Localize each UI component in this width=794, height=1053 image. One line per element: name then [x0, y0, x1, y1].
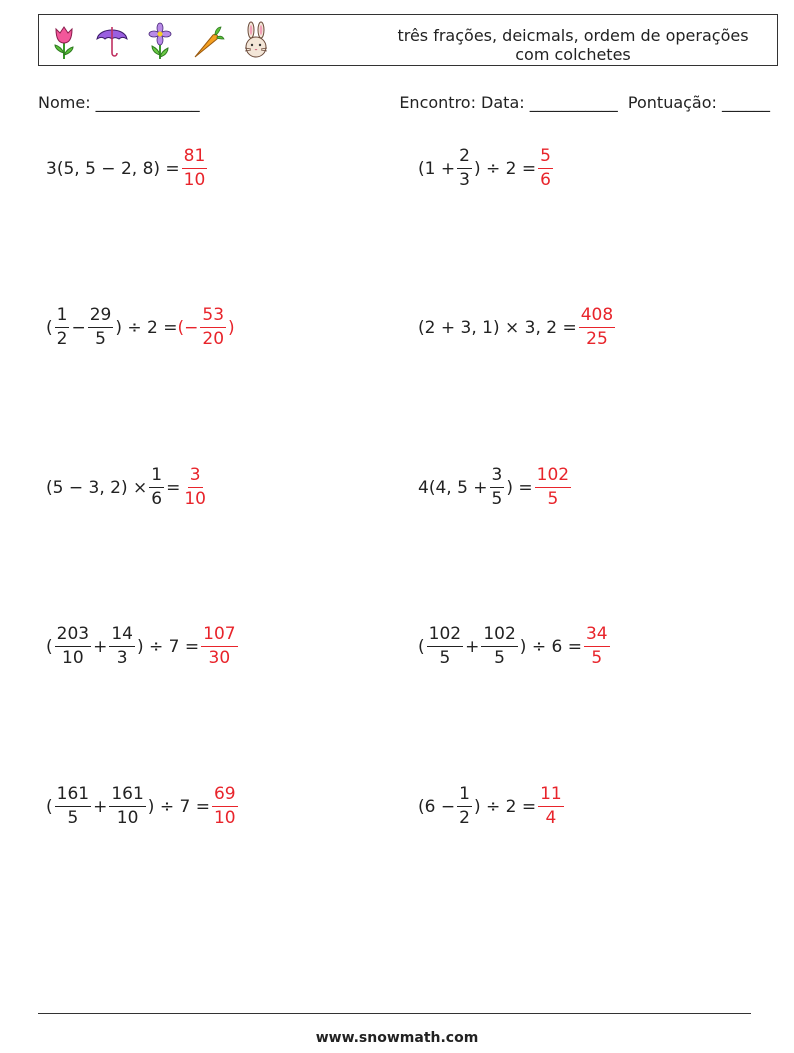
answer-fraction: [200, 307, 226, 348]
answer-numerator: 5: [538, 148, 553, 169]
answer-denominator: 30: [208, 648, 231, 668]
title-line-2: com colchetes: [515, 45, 631, 64]
answer-numerator: 69: [212, 786, 238, 807]
answer-numerator: 53: [200, 307, 226, 328]
numerator: 161: [109, 786, 145, 807]
answer-denominator: 10: [213, 808, 236, 828]
flower-icon: [143, 21, 177, 61]
denominator: 2: [56, 329, 68, 349]
problem-text: (: [46, 317, 53, 338]
date-score-field-label: Encontro: Data: ___________ Pontuação: ______: [399, 93, 770, 112]
problem-8: [418, 626, 612, 667]
umbrella-icon: [95, 21, 129, 61]
problem-text: ) ÷ 2 =: [473, 158, 537, 179]
answer-numerator: 34: [584, 626, 610, 647]
answer-numerator: 102: [535, 467, 571, 488]
numerator: 1: [457, 786, 472, 807]
numerator: 102: [427, 626, 463, 647]
answer-denominator: 4: [545, 808, 557, 828]
problem-text: +: [93, 796, 108, 817]
name-field-label: Nome: _____________: [38, 93, 200, 112]
problem-text: +: [465, 636, 480, 657]
answer-fraction: [579, 307, 615, 348]
denominator: 3: [116, 648, 128, 668]
answer-fraction: [584, 626, 610, 667]
answer-numerator: 107: [201, 626, 237, 647]
numerator: 203: [55, 626, 91, 647]
title-line-1: três frações, deicmals, ordem de operações: [397, 26, 749, 45]
problem-text: (6 −: [418, 796, 456, 817]
fraction: [490, 467, 505, 508]
denominator: 5: [439, 648, 451, 668]
fraction: [55, 786, 91, 827]
numerator: 2: [457, 148, 472, 169]
answer-fraction: [182, 148, 208, 189]
answer-numerator: 11: [538, 786, 564, 807]
fraction: [481, 626, 517, 667]
answer-denominator: 25: [586, 329, 608, 349]
problem-2: [418, 148, 555, 189]
problem-text: ) ÷ 2 =: [115, 317, 178, 338]
answer-fraction: [535, 467, 571, 508]
answer-numerator: 3: [188, 467, 203, 488]
header-icons: [47, 19, 273, 63]
problem-text: =: [166, 477, 181, 498]
problem-text: ) ÷ 2 =: [473, 796, 537, 817]
numerator: 161: [55, 786, 91, 807]
fraction: [55, 307, 70, 348]
fraction: [55, 626, 91, 667]
answer-fraction: [201, 626, 237, 667]
problem-7: [46, 626, 240, 667]
denominator: 2: [459, 808, 470, 828]
answer-fraction: [538, 148, 553, 189]
problem-1: [46, 148, 209, 189]
answer-numerator: 408: [579, 307, 615, 328]
worksheet-title: [383, 26, 763, 64]
answer-denominator: 6: [540, 170, 551, 190]
answer-fraction: [212, 786, 238, 827]
denominator: 3: [459, 170, 470, 190]
fraction: [109, 786, 145, 827]
denominator: 5: [494, 648, 505, 668]
answer-denominator: 5: [591, 648, 603, 668]
answer-denominator: 20: [202, 329, 225, 349]
answer-fraction: [182, 467, 208, 508]
problem-text: ) ÷ 6 =: [519, 636, 582, 657]
answer-denominator: 5: [547, 489, 559, 509]
tulip-icon: [47, 21, 81, 61]
problem-6: [418, 467, 573, 508]
fraction: [427, 626, 463, 667]
fraction: [88, 307, 114, 348]
problem-3: [46, 307, 235, 348]
denominator: 5: [95, 329, 106, 349]
carrot-icon: [191, 21, 225, 61]
problem-text: ) ÷ 7 =: [147, 796, 210, 817]
numerator: 29: [88, 307, 114, 328]
fraction: [109, 626, 135, 667]
fraction: [149, 467, 164, 508]
problem-4: [418, 307, 617, 348]
answer-fraction: [538, 786, 564, 827]
problem-5: [46, 467, 210, 508]
fraction: [457, 148, 472, 189]
footer-website: www.snowmath.com: [315, 1030, 479, 1046]
denominator: 5: [491, 489, 503, 509]
fraction: [457, 786, 472, 827]
problem-text: (: [46, 796, 53, 817]
numerator: 1: [55, 307, 70, 328]
problem-text: (: [46, 636, 53, 657]
denominator: 10: [116, 808, 139, 828]
problem-text: 3(5, 5 − 2, 8) =: [46, 158, 180, 179]
problem-10: [418, 786, 566, 827]
answer-denominator: 10: [184, 489, 206, 509]
problem-text: 4(4, 5 +: [418, 477, 488, 498]
problem-text: ) ÷ 7 =: [136, 636, 200, 657]
problem-text: (5 − 3, 2) ×: [46, 477, 148, 498]
denominator: 10: [62, 648, 84, 668]
numerator: 102: [481, 626, 517, 647]
answer-suffix: ): [228, 317, 235, 338]
answer-denominator: 10: [183, 170, 206, 190]
problem-9: [46, 786, 240, 827]
bunny-icon: [239, 21, 273, 61]
numerator: 1: [149, 467, 164, 488]
problem-text: −: [71, 317, 86, 338]
problem-text: (: [418, 636, 425, 657]
numerator: 14: [109, 626, 135, 647]
numerator: 3: [490, 467, 505, 488]
problem-text: (2 + 3, 1) × 3, 2 =: [418, 317, 577, 338]
worksheet-header: [38, 14, 778, 66]
footer-divider: [38, 1013, 751, 1014]
denominator: 5: [67, 808, 79, 828]
problem-text: ) =: [506, 477, 533, 498]
problem-text: +: [93, 636, 108, 657]
answer-prefix: (−: [177, 317, 199, 338]
problem-text: (1 +: [418, 158, 456, 179]
denominator: 6: [151, 489, 163, 509]
answer-numerator: 81: [182, 148, 208, 169]
